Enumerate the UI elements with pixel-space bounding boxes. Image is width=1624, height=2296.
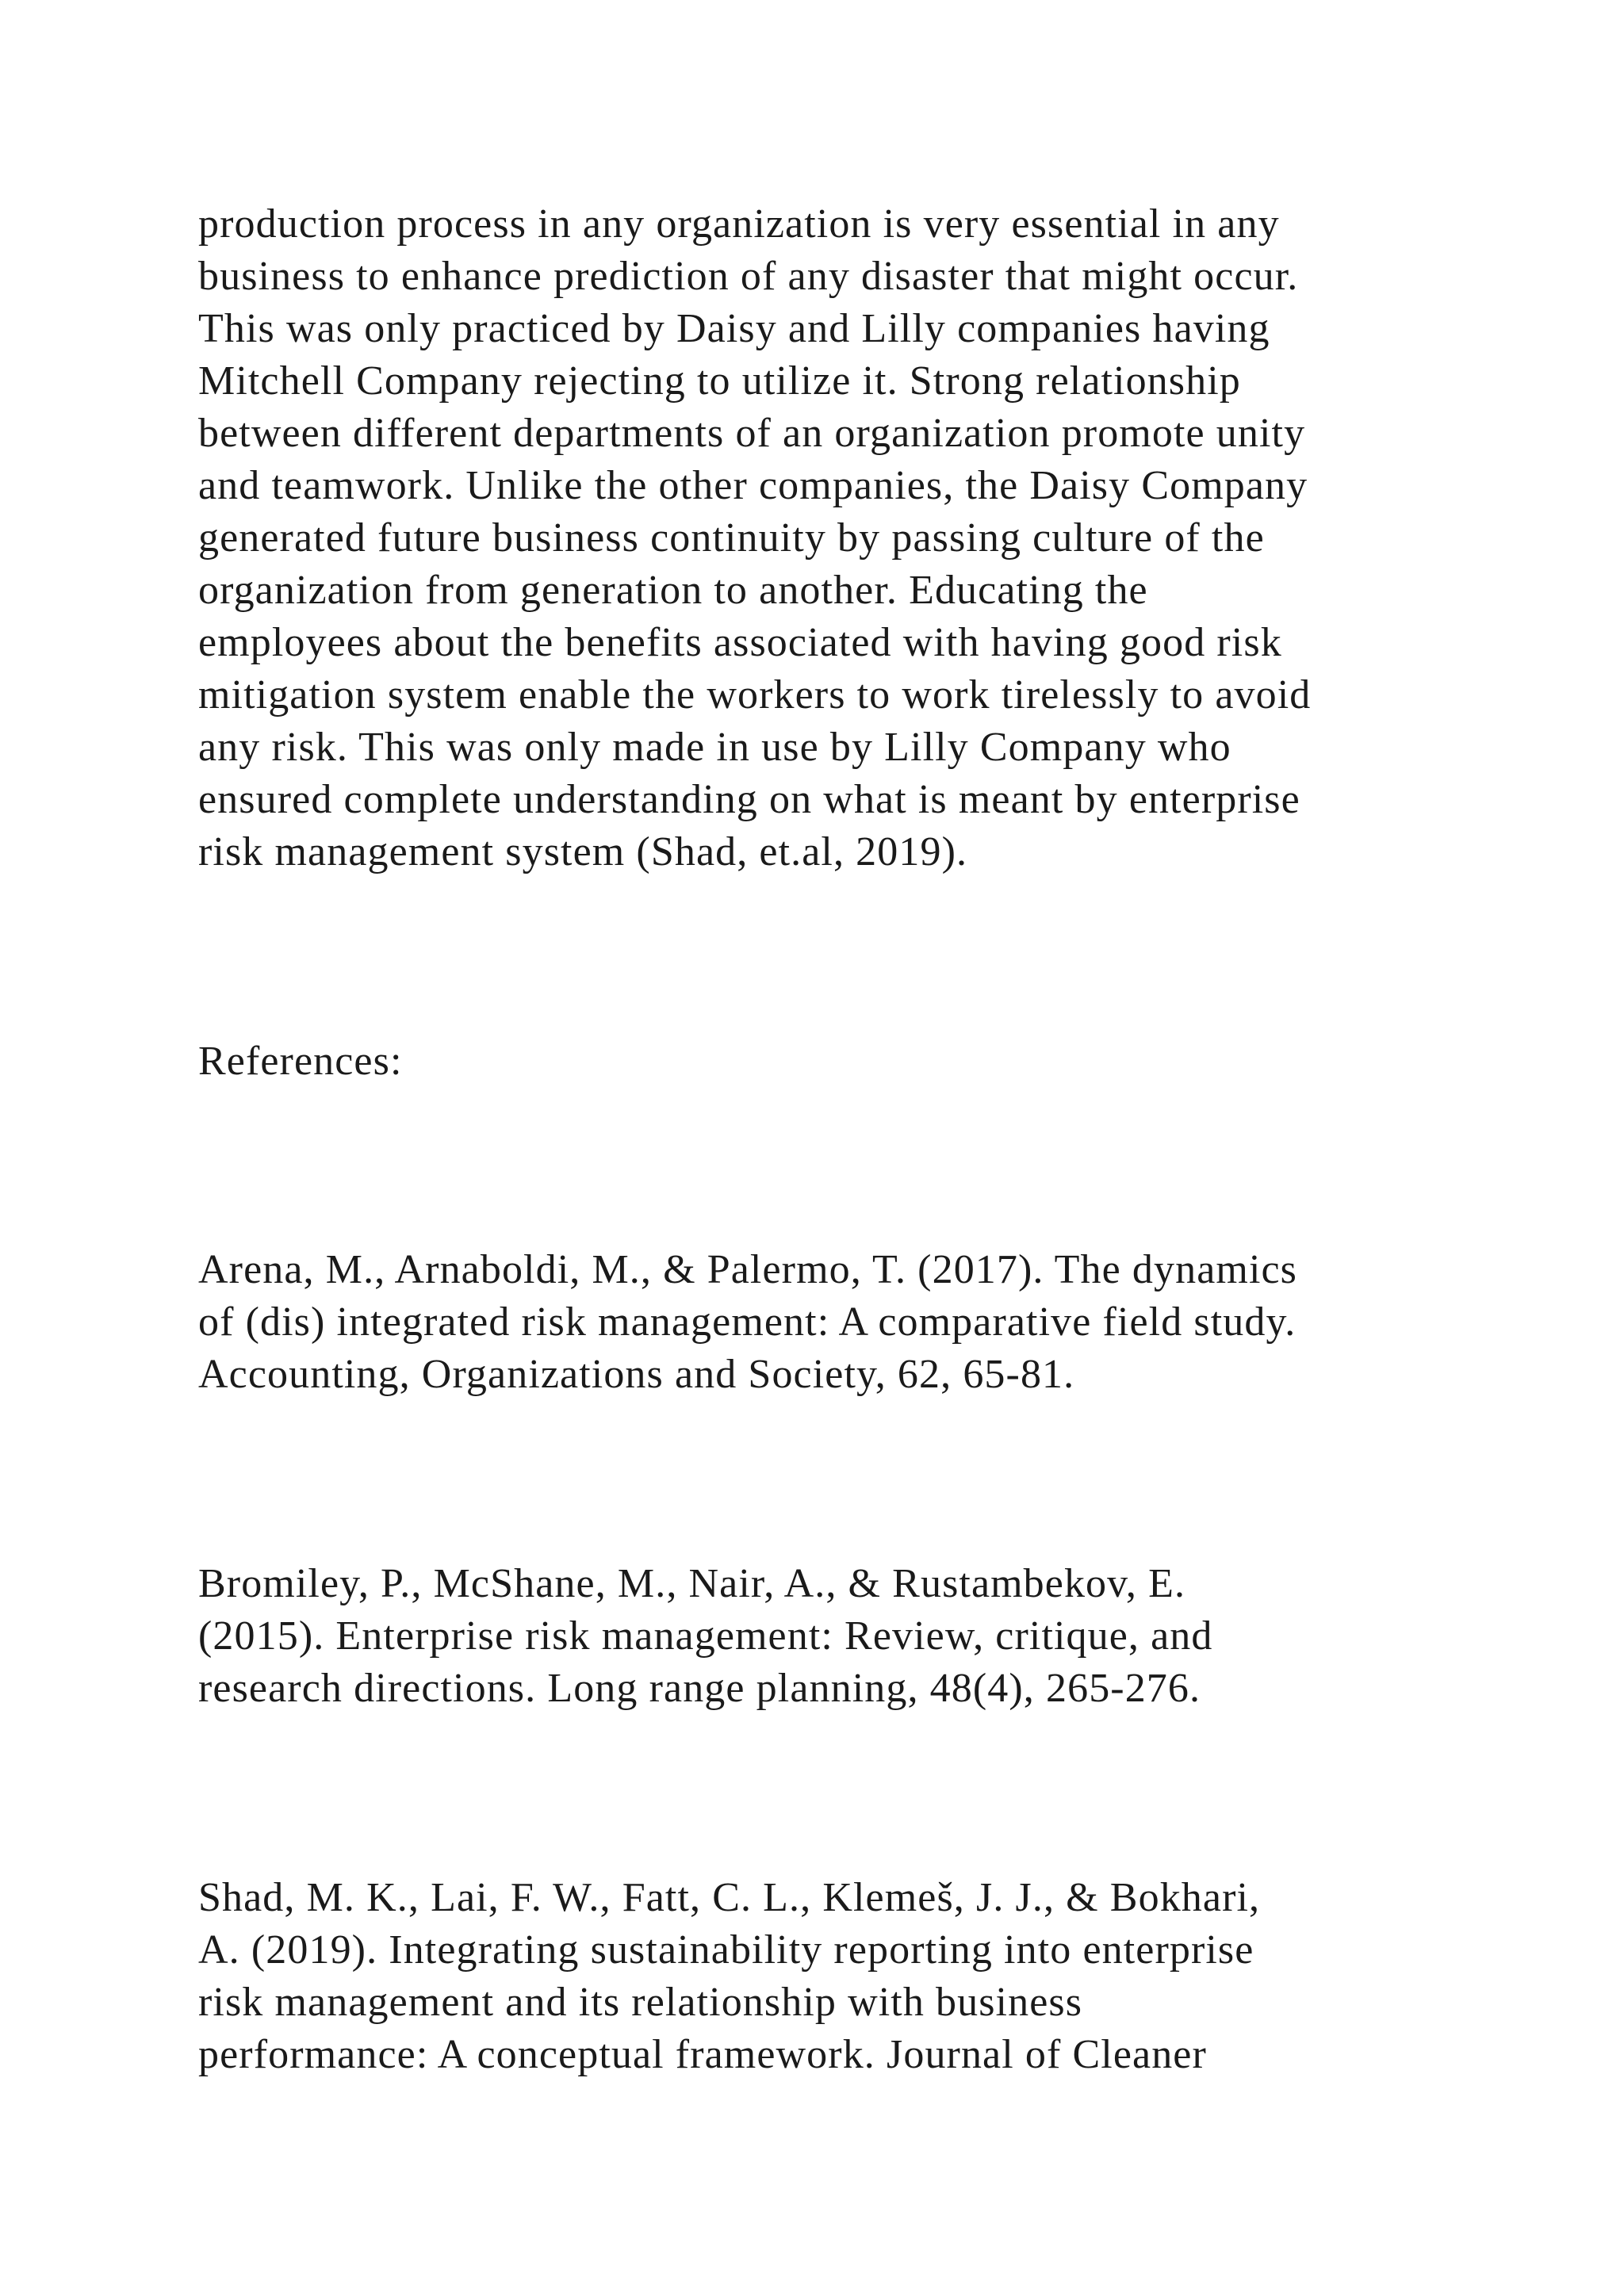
reference-line: Bromiley, P., McShane, M., Nair, A., & Rustambekov, E. <box>198 1561 1186 1606</box>
paragraph-line: risk management system (Shad, et.al, 2019). <box>198 829 968 874</box>
paragraph-line: generated future business continuity by passing culture of the <box>198 515 1265 561</box>
reference-line: Arena, M., Arnaboldi, M., & Palermo, T. (2017). The dynamics <box>198 1247 1298 1292</box>
reference-line: research directions. Long range planning, 48(4), 265-276. <box>198 1666 1201 1711</box>
paragraph-line: ensured complete understanding on what is meant by enterprise <box>198 777 1300 822</box>
paragraph-line: between different departments of an organization promote unity <box>198 411 1306 456</box>
reference-line: of (dis) integrated risk management: A comparative field study. <box>198 1299 1297 1345</box>
paragraph-line: employees about the benefits associated with having good risk <box>198 620 1282 665</box>
paragraph-line: Mitchell Company rejecting to utilize it. Strong relationship <box>198 358 1241 404</box>
reference-line: risk management and its relationship with business <box>198 1980 1083 2025</box>
reference-line: Shad, M. K., Lai, F. W., Fatt, C. L., Klemeš, J. J., & Bokhari, <box>198 1875 1261 1920</box>
paragraph-line: production process in any organization is very essential in any <box>198 201 1280 247</box>
paragraph-line: business to enhance prediction of any disaster that might occur. <box>198 254 1299 299</box>
paragraph-line: and teamwork. Unlike the other companies, the Daisy Company <box>198 463 1308 508</box>
references-heading: References: <box>198 1039 403 1084</box>
paragraph-line: organization from generation to another. Educating the <box>198 568 1148 613</box>
reference-line: A. (2019). Integrating sustainability reporting into enterprise <box>198 1927 1254 1973</box>
paragraph-line: mitigation system enable the workers to work tirelessly to avoid <box>198 672 1312 718</box>
reference-line: Accounting, Organizations and Society, 62, 65-81. <box>198 1352 1075 1397</box>
reference-line: performance: A conceptual framework. Journal of Cleaner <box>198 2032 1207 2077</box>
paragraph-line: any risk. This was only made in use by Lilly Company who <box>198 725 1231 770</box>
paragraph-line: This was only practiced by Daisy and Lilly companies having <box>198 306 1270 351</box>
reference-line: (2015). Enterprise risk management: Review, critique, and <box>198 1613 1213 1659</box>
